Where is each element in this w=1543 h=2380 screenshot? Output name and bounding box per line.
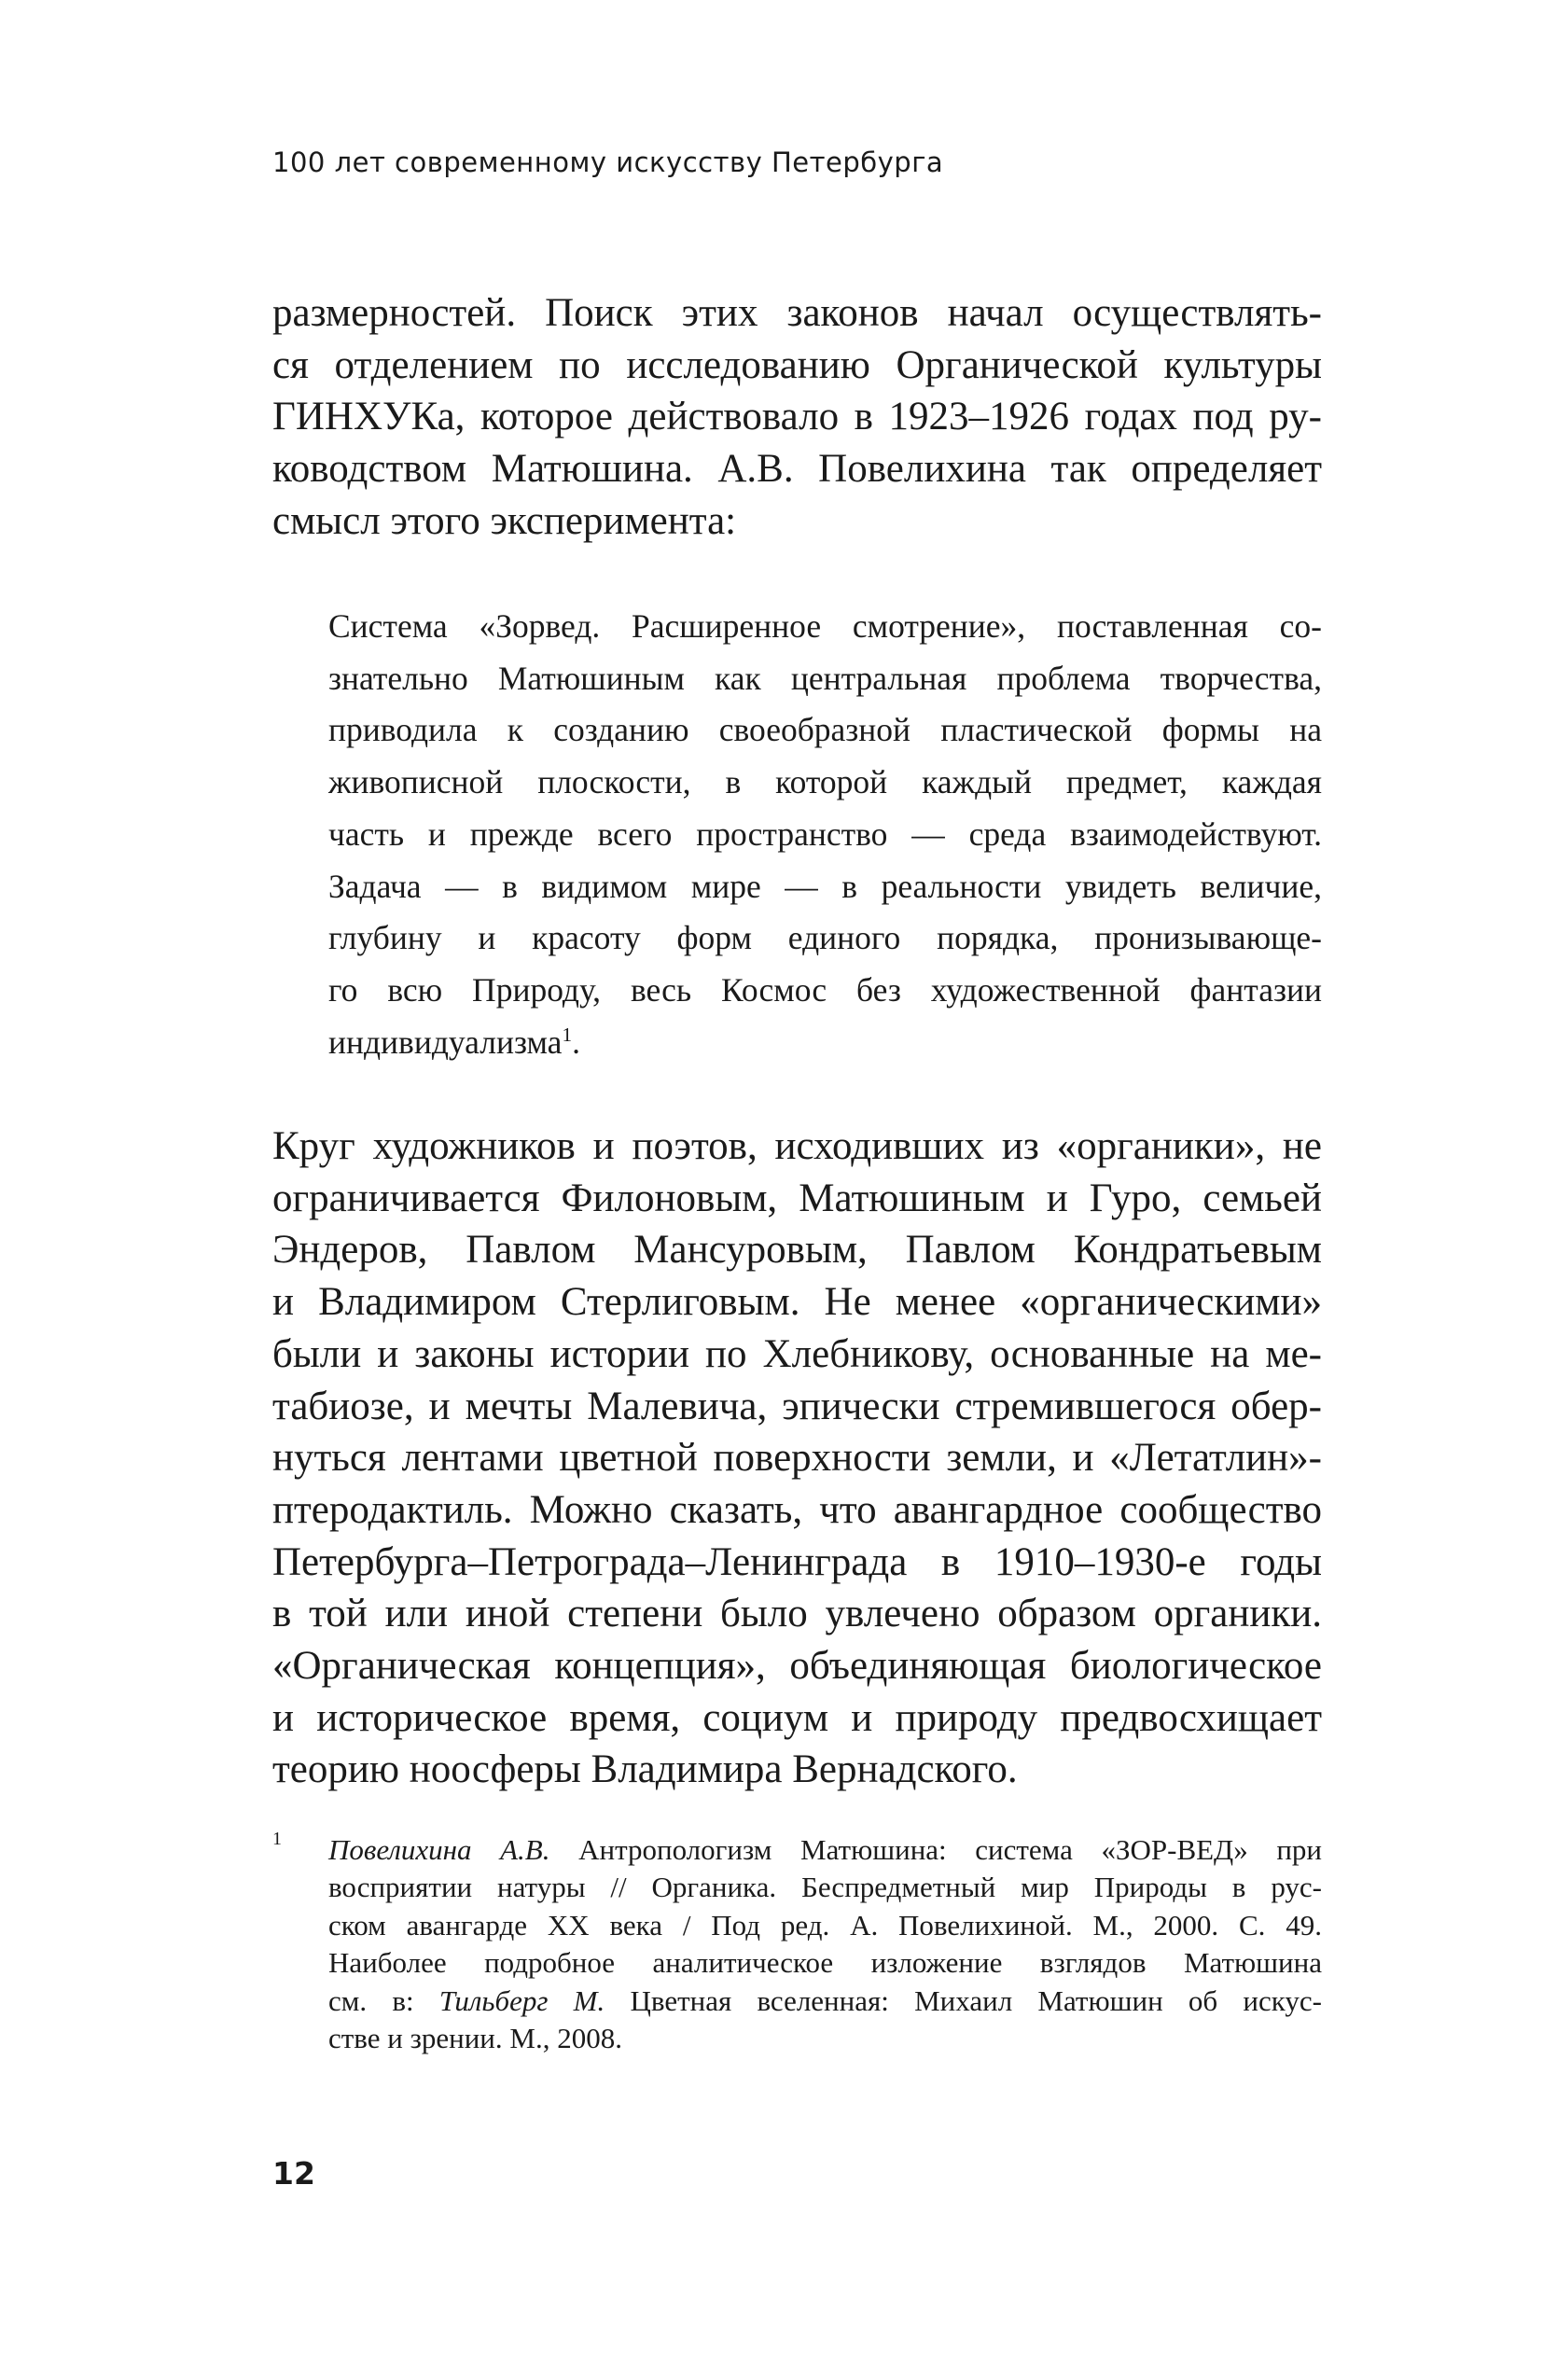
paragraph-2	[272, 1120, 1322, 1796]
quote-text: индивидуализма	[328, 1023, 563, 1061]
quote-line: Система «Зорвед. Расширенное смотрение», поставленная со-	[328, 607, 1322, 645]
text-line: в той или иной степени было увлечено образом органики.	[272, 1592, 1322, 1636]
text-line: и Владимиром Стерлиговым. Не менее «органическими»	[272, 1280, 1322, 1325]
footnote-text: см. в:	[328, 1983, 439, 2017]
footnote-line: восприятии натуры // Органика. Беспредметный мир Природы в рус-	[328, 1871, 1322, 1904]
quote-line: Задача — в видимом мире — в реальности увидеть величие,	[328, 867, 1322, 905]
text-line: табиозе, и мечты Малевича, эпически стремившегося обер-	[272, 1384, 1322, 1428]
footnote	[328, 1831, 1322, 2057]
footnote-text: Антропологизм Матюшина: система «ЗОР-ВЕД» при	[549, 1833, 1323, 1866]
quote-line: знательно Матюшиным как центральная проблема творчества,	[328, 659, 1322, 697]
text-line: нуться лентами цветной поверхности земли, и «Летатлин»-	[272, 1436, 1322, 1481]
footnote-line: Наиболее подробное аналитическое изложение взглядов Матюшина	[328, 1946, 1322, 1980]
quote-line: приводила к созданию своеобразной пластической формы на	[328, 711, 1322, 749]
quote-line: глубину и красоту форм единого порядка, пронизывающе-	[328, 919, 1322, 957]
text-line: птеродактиль. Можно сказать, что авангардное сообщество	[272, 1487, 1322, 1532]
text-line: Круг художников и поэтов, исходивших из «органики», не	[272, 1124, 1322, 1168]
footnote-reference[interactable]: 1	[562, 1023, 573, 1046]
text-line: смысл этого эксперимента:	[272, 498, 737, 543]
text-line: и историческое время, социум и природу предвосхищает	[272, 1695, 1322, 1740]
footnote-line: стве и зрении. М., 2008.	[328, 2022, 622, 2055]
text-line: были и законы истории по Хлебникову, основанные на ме-	[272, 1331, 1322, 1376]
footnote-marker: 1	[272, 1829, 282, 1849]
paragraph-1	[272, 287, 1322, 548]
footnote-text: Цветная вселенная: Михаил Матюшин об искус-	[605, 1983, 1322, 2017]
quote-line-last	[328, 1017, 1322, 1069]
block-quote	[328, 601, 1322, 1068]
text-line: ограничивается Филоновым, Матюшиным и Гуро, семьей	[272, 1176, 1322, 1220]
text-line: Петербурга–Петрограда–Ленинграда в 1910–1930-е годы	[272, 1539, 1322, 1584]
footnote-line: ском авангарде XX века / Под ред. А. Повелихиной. М., 2000. С. 49.	[328, 1908, 1322, 1942]
running-header: 100 лет современному искусству Петербурга	[272, 146, 944, 178]
page-number: 12	[272, 2155, 315, 2192]
text-line: «Органическая концепция», объединяющая биологическое	[272, 1644, 1322, 1689]
quote-line: живописной плоскости, в которой каждый предмет, каждая	[328, 763, 1322, 801]
quote-period: .	[572, 1023, 580, 1061]
footnote-line	[328, 1831, 1322, 1869]
quote-line: го всю Природу, весь Космос без художественной фантазии	[328, 970, 1322, 1009]
text-line: ся отделением по исследованию Органической культуры	[272, 342, 1322, 387]
text-line: ководством Матюшина. А.В. Повелихина так определяет	[272, 447, 1322, 492]
text-line: Эндеров, Павлом Мансуровым, Павлом Кондратьевым	[272, 1228, 1322, 1273]
text-line: теорию ноосферы Владимира Вернадского.	[272, 1747, 1018, 1792]
footnote-author: Повелихина А.В.	[328, 1833, 550, 1866]
text-line: размерностей. Поиск этих законов начал осуществлять-	[272, 291, 1322, 335]
footnote-line	[328, 1983, 1322, 2020]
text-line: ГИНХУКа, которое действовало в 1923–1926 годах под ру-	[272, 395, 1322, 439]
footnote-author: Тильберг М.	[438, 1983, 605, 2017]
quote-line: часть и прежде всего пространство — среда взаимодействуют.	[328, 814, 1322, 853]
